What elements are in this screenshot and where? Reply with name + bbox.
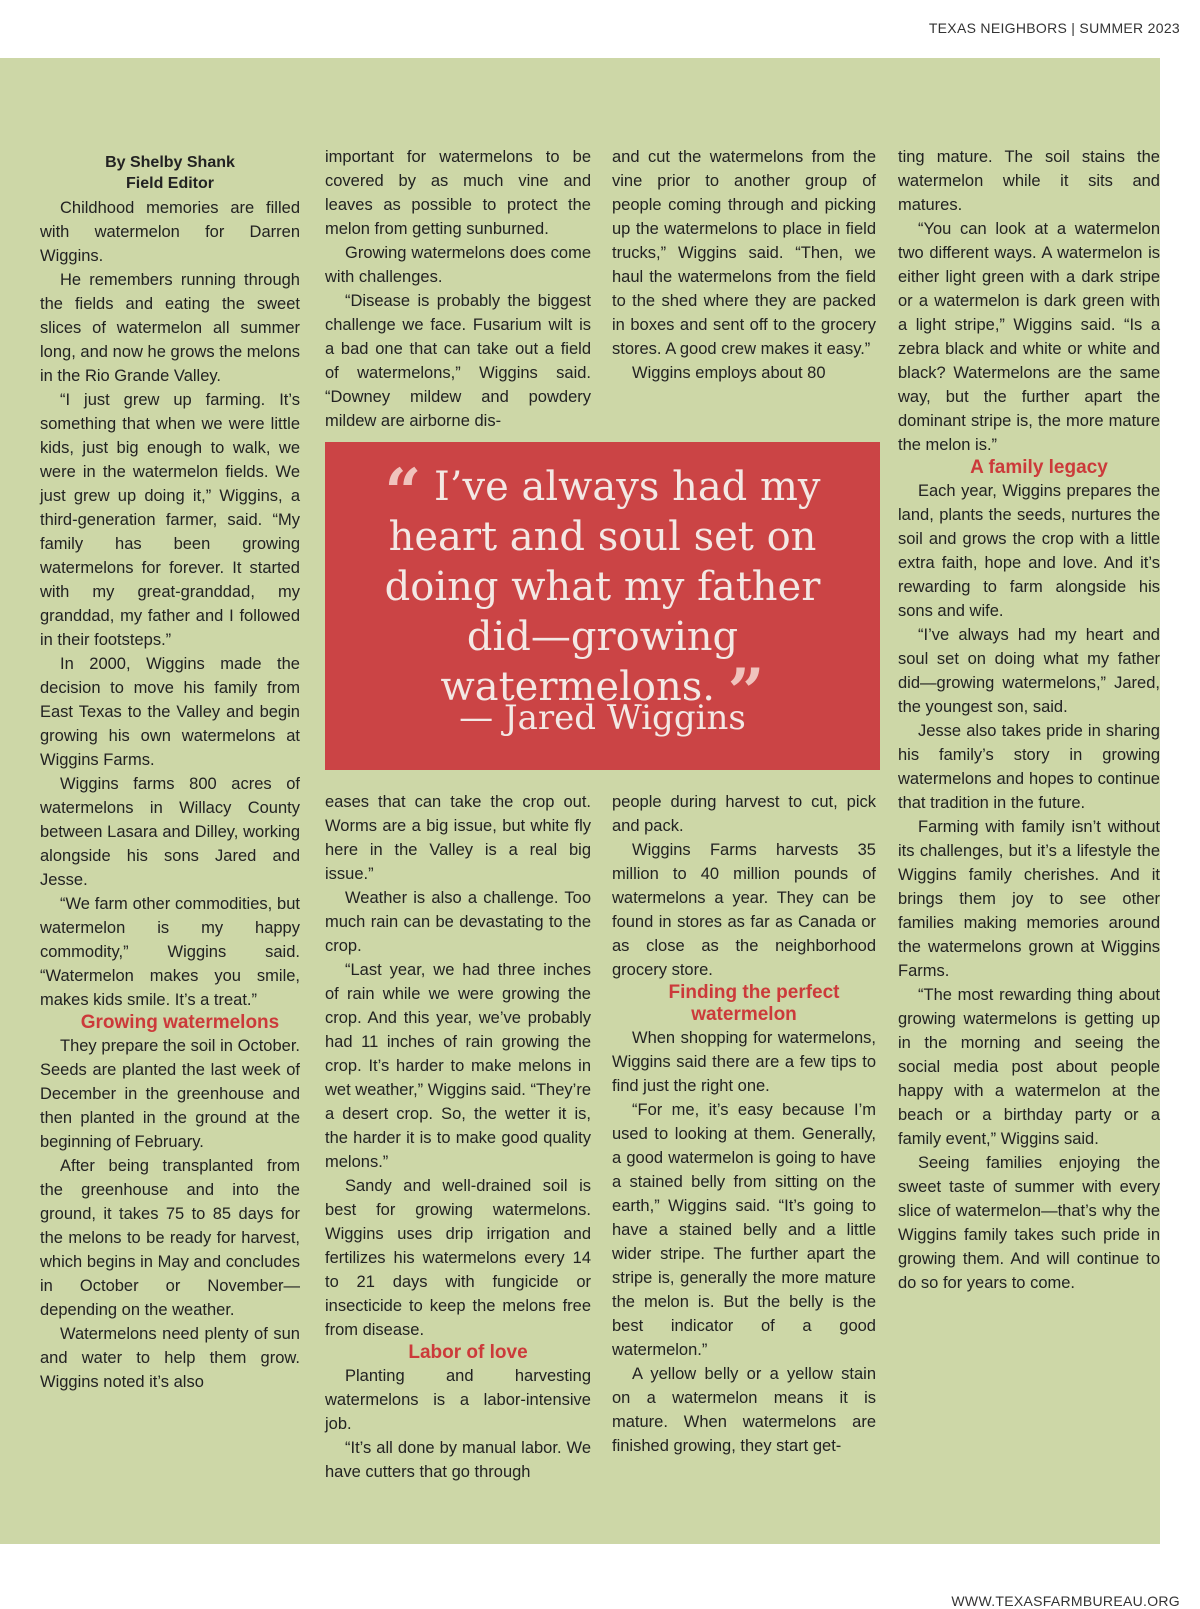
subheading: Labor of love: [408, 1342, 528, 1363]
paragraph: After being transplanted from the greenhouse and into the ground, it takes 75 to 85 days for the melons to be ready for harvest, which begins in May and concludes in October or November—depending on the weather.: [40, 1157, 300, 1319]
paragraph: “I’ve always had my heart and soul set on doing what my father did—growing watermelons,” Jared, the youngest son, said.: [898, 626, 1160, 716]
pull-quote-text: I’ve always had my heart and soul set on doing what my father did—growing watermelons.: [384, 464, 821, 710]
paragraph: ting mature. The soil stains the watermelon while it sits and matures.: [898, 148, 1160, 214]
paragraph: Watermelons need plenty of sun and water to help them grow. Wiggins noted it’s also: [40, 1325, 300, 1391]
paragraph: eases that can take the crop out. Worms are a big issue, but white fly here in the Valley is a real big issue.”: [325, 793, 591, 883]
paragraph: Wiggins farms 800 acres of watermelons in Willacy County between Lasara and Dilley, working alongside his sons Jared and Jesse.: [40, 775, 300, 889]
subheading: Growing watermelons: [80, 1012, 280, 1033]
paragraph: “We farm other commodities, but watermelon is my happy commodity,” Wiggins said. “Watermelon makes you smile, makes kids smile. It’s a treat.”: [40, 895, 300, 1009]
paragraph: Each year, Wiggins prepares the land, plants the seeds, nurtures the soil and grows the crop with a little extra faith, hope and love. And it’s rewarding to farm alongside his sons and wife.: [898, 482, 1160, 620]
article-column-2-top: [325, 145, 591, 433]
paragraph: Farming with family isn’t without its challenges, but it’s a lifestyle the Wiggins family cherishes. And it brings them joy to see other families making memories around the watermelons grown at Wiggins Farms.: [898, 818, 1160, 980]
article-column-1: [40, 152, 300, 1394]
paragraph: Sandy and well-drained soil is best for growing watermelons. Wiggins uses drip irrigation and fertilizes his watermelons every 14 to 21 days with fungicide or insecticide to keep the melons free from disease.: [325, 1177, 591, 1339]
paragraph: Wiggins Farms harvests 35 million to 40 million pounds of watermelons a year. They can be found in stores as far as Canada or as close as the neighborhood grocery store.: [612, 841, 876, 979]
paragraph: Weather is also a challenge. Too much rain can be devastating to the crop.: [325, 889, 591, 955]
subheading: A family legacy: [970, 457, 1108, 478]
paragraph: and cut the watermelons from the vine prior to another group of people coming through and picking up the watermelons to place in field trucks,” Wiggins said. “Then, we haul the watermelons from the field to the shed where they are packed in boxes and sent off to the grocery stores. A good crew makes it easy.”: [612, 148, 876, 358]
paragraph: In 2000, Wiggins made the decision to move his family from East Texas to the Valley and begin growing his own watermelons at Wiggins Farms.: [40, 655, 300, 769]
paragraph: “Last year, we had three inches of rain while we were growing the crop. And this year, we’ve probably had 11 inches of rain growing the crop. It’s harder to make melons in wet weather,” Wiggins said. “They’re a desert crop. So, the wetter it is, the harder it is to make good quality melons.”: [325, 961, 591, 1171]
paragraph: Childhood memories are filled with watermelon for Darren Wiggins.: [40, 199, 300, 265]
article-column-2-bottom: [325, 790, 591, 1484]
article-column-3-bottom: [612, 790, 876, 1458]
subheading: Finding the perfect watermelon: [668, 982, 840, 1025]
paragraph: Wiggins employs about 80: [632, 364, 826, 382]
pull-quote-attribution: — Jared Wiggins: [459, 698, 746, 738]
pull-quote: [325, 442, 880, 770]
paragraph: “It’s all done by manual labor. We have cutters that go through: [325, 1439, 591, 1481]
byline-author: By Shelby Shank: [105, 154, 235, 171]
close-quote-icon: ”: [727, 655, 765, 730]
byline-role: Field Editor: [126, 175, 214, 192]
paragraph: “The most rewarding thing about growing watermelons is getting up in the morning and seeing the social media post about people happy with a watermelon at the beach or a birthday party or a family event,” Wiggins said.: [898, 986, 1160, 1148]
paragraph: “For me, it’s easy because I’m used to looking at them. Generally, a good watermelon is going to have a stained belly from sitting on the earth,” Wiggins said. “It’s going to have a stained belly and a little wider stripe. The further apart the stripe is, generally the more mature the melon is. But the belly is the best indicator of a good watermelon.”: [612, 1101, 876, 1359]
paragraph: important for watermelons to be covered by as much vine and leaves as possible to protect the melon from getting sunburned.: [325, 148, 591, 238]
paragraph: “Disease is probably the biggest challenge we face. Fusarium wilt is a bad one that can take out a field of watermelons,” Wiggins said. “Downey mildew and powdery mildew are airborne dis-: [325, 292, 591, 430]
byline: [40, 152, 300, 194]
paragraph: They prepare the soil in October. Seeds are planted the last week of December in the greenhouse and then planted in the ground at the beginning of February.: [40, 1037, 300, 1151]
paragraph: “I just grew up farming. It’s something that when we were little kids, just big enough to walk, we were in the watermelon fields. We just grew up doing it,” Wiggins, a third-generation farmer, said. “My family has been growing watermelons for forever. It started with my great-granddad, my granddad, my father and I followed in their footsteps.”: [40, 391, 300, 649]
paragraph: Growing watermelons does come with challenges.: [325, 244, 591, 286]
paragraph: Planting and harvesting watermelons is a labor-intensive job.: [325, 1367, 591, 1433]
open-quote-icon: “: [384, 455, 422, 530]
paragraph: When shopping for watermelons, Wiggins said there are a few tips to find just the right one.: [612, 1029, 876, 1095]
article-column-4: [898, 145, 1160, 1295]
article-column-3-top: [612, 145, 876, 385]
magazine-header: TEXAS NEIGHBORS | SUMMER 2023: [928, 20, 1180, 36]
paragraph: “You can look at a watermelon two different ways. A watermelon is either light green with a dark stripe or a watermelon is dark green with a light stripe,” Wiggins said. “Is a zebra black and white or white and black? Watermelons are the same way, but the further apart the dominant stripe is, the more mature the melon is.”: [898, 220, 1160, 454]
footer-url[interactable]: WWW.TEXASFARMBUREAU.ORG: [951, 1593, 1180, 1609]
paragraph: He remembers running through the fields and eating the sweet slices of watermelon all summer long, and now he grows the melons in the Rio Grande Valley.: [40, 271, 300, 385]
paragraph: Seeing families enjoying the sweet taste of summer with every slice of watermelon—that’s why the Wiggins family takes such pride in growing them. And will continue to do so for years to come.: [898, 1154, 1160, 1292]
paragraph: Jesse also takes pride in sharing his family’s story in growing watermelons and hopes to continue that tradition in the future.: [898, 722, 1160, 812]
paragraph: A yellow belly or a yellow stain on a watermelon means it is mature. When watermelons are finished growing, they start get-: [612, 1365, 876, 1455]
paragraph: people during harvest to cut, pick and pack.: [612, 793, 876, 835]
